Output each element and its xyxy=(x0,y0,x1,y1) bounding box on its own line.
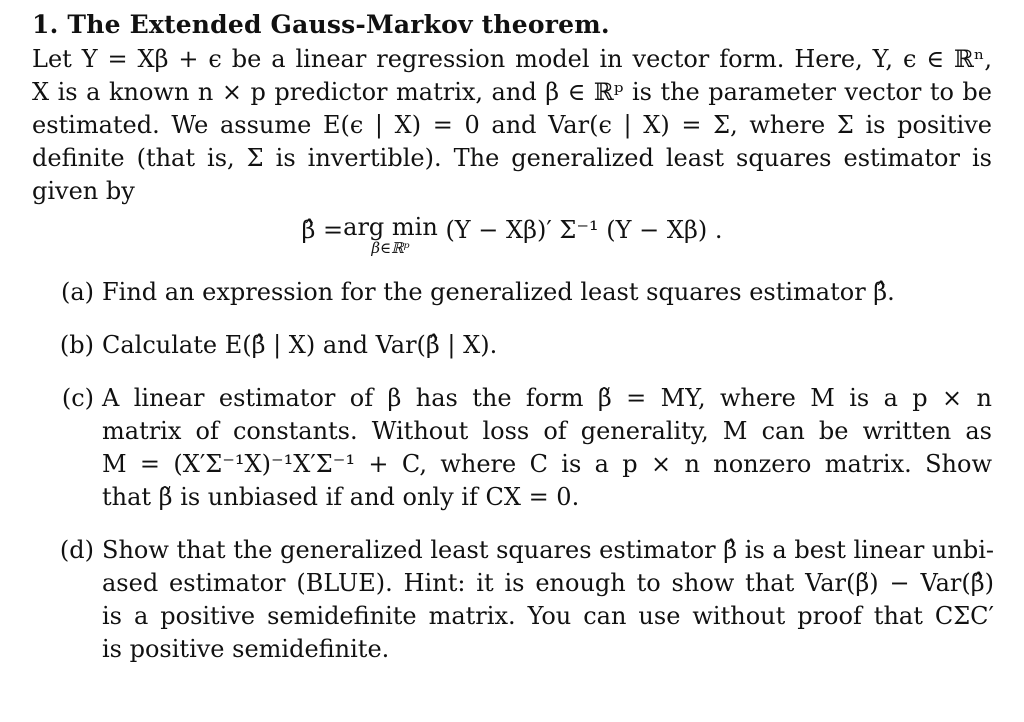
intro-line: X is a known n × p predictor matrix, and β ∈ ℝᵖ is the parameter vector to be xyxy=(32,78,992,106)
part-body xyxy=(102,534,994,666)
intro-paragraph xyxy=(32,43,992,208)
part-a xyxy=(32,276,992,309)
part-line: is a positive semidefinite matrix. You can use without proof that CΣC′ xyxy=(102,602,994,630)
part-line: Calculate E(β̂ | X) and Var(β̂ | X). xyxy=(102,331,498,359)
part-line: is positive semidefinite. xyxy=(102,635,390,663)
gls-equation xyxy=(32,214,992,256)
part-line: M = (X′Σ⁻¹X)⁻¹X′Σ⁻¹ + C, where C is a p × n nonzero matrix. Show xyxy=(102,450,992,478)
part-body xyxy=(102,382,992,514)
part-body xyxy=(102,276,992,309)
part-d xyxy=(32,534,992,666)
part-label: (c) xyxy=(61,384,94,412)
intro-line: Let Y = Xβ + ϵ be a linear regression model in vector form. Here, Y, ϵ ∈ ℝⁿ, xyxy=(32,45,992,73)
part-line: Show that the generalized least squares estimator β̂ is a best linear unbi- xyxy=(102,536,994,564)
intro-line: estimated. We assume E(ϵ | X) = 0 and Var(ϵ | X) = Σ, where Σ is positive xyxy=(32,111,992,139)
part-c xyxy=(32,382,992,514)
part-label: (b) xyxy=(59,331,94,359)
equation-rhs: (Y − Xβ)′ Σ⁻¹ (Y − Xβ) . xyxy=(437,216,723,244)
part-line: matrix of constants. Without loss of generality, M can be written as xyxy=(102,417,992,445)
argmin-subscript: β∈ℝᵖ xyxy=(371,239,410,257)
part-line: ased estimator (BLUE). Hint: it is enough to show that Var(β̃) − Var(β̂) xyxy=(102,569,994,597)
argmin-text: arg min xyxy=(343,213,438,241)
part-body xyxy=(102,329,992,362)
equation-lhs: β̂ = xyxy=(301,216,344,244)
part-label: (a) xyxy=(60,278,94,306)
argmin-operator xyxy=(343,214,438,256)
part-label: (d) xyxy=(59,536,94,564)
problem-parts xyxy=(32,276,992,666)
intro-line: given by xyxy=(32,177,135,205)
part-line: A linear estimator of β has the form β̃ = MY, where M is a p × n xyxy=(102,384,992,412)
part-b xyxy=(32,329,992,362)
part-line: that β̃ is unbiased if and only if CX = 0. xyxy=(102,483,580,511)
intro-line: definite (that is, Σ is invertible). The generalized least squares estimator is xyxy=(32,144,992,172)
part-line: Find an expression for the generalized least squares estimator β̂. xyxy=(102,278,895,306)
problem-title: 1. The Extended Gauss-Markov theorem. xyxy=(32,10,610,39)
